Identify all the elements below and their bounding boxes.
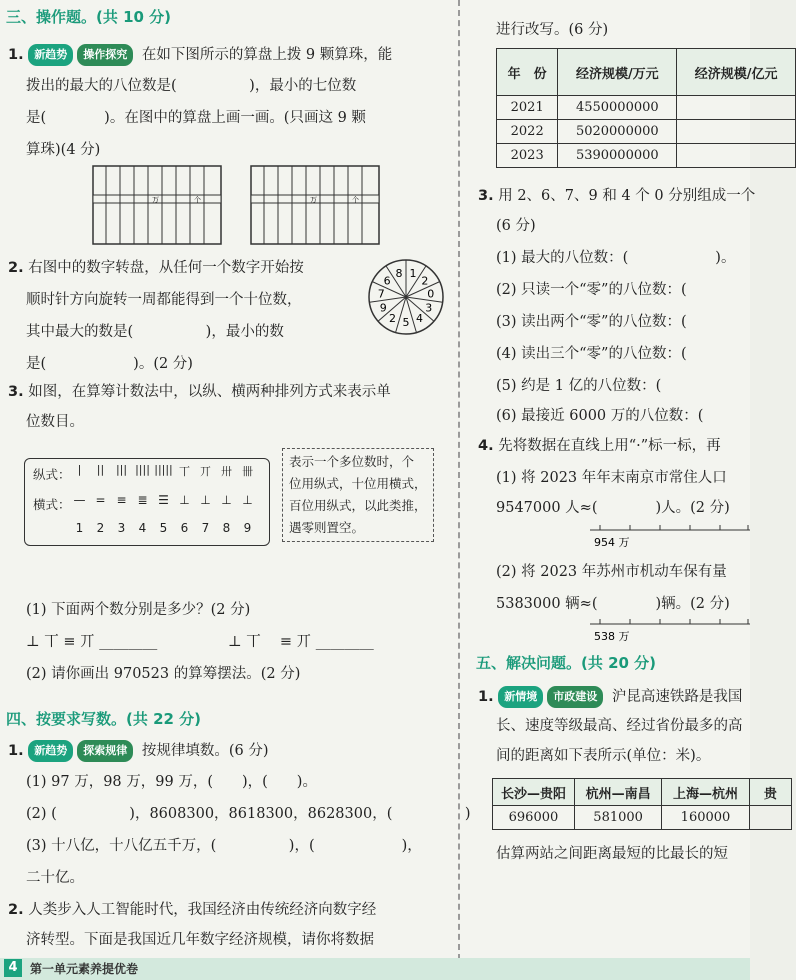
horizontal-rod: ⊥ xyxy=(221,493,232,507)
table2-header: 上海—杭州 xyxy=(662,779,749,806)
table1-answer-cell[interactable] xyxy=(677,144,796,168)
axis1-label: 954 万 xyxy=(594,536,630,549)
counting-rods-box xyxy=(24,458,270,546)
number-dial xyxy=(367,258,445,336)
vertical-rod: 卌 xyxy=(242,465,253,478)
rod-digit: 1 xyxy=(75,521,84,535)
vertical-rod: |||| xyxy=(135,463,150,476)
q1-line1 xyxy=(8,44,392,66)
rod-digit: 7 xyxy=(201,521,210,535)
q2-line4: 是( )。(2 分) xyxy=(26,356,193,372)
r-q4-sub1b[interactable]: 9547000 人≈( )人。(2 分) xyxy=(496,500,730,516)
dial-digit: 0 xyxy=(427,287,435,301)
q3-sub1-number-b[interactable]: ⊥ 丅 ≡ 丌 ________ xyxy=(228,634,374,650)
r-q5-line2: 长、速度等级最高、经过省份最多的高 xyxy=(496,718,743,734)
note-line: 表示一个多位数时，个 xyxy=(289,454,415,469)
r-q4-number: 4. xyxy=(478,438,494,454)
axis2-label: 538 万 xyxy=(594,630,630,643)
dial-digit: 2 xyxy=(421,274,429,288)
distance-table xyxy=(492,778,792,830)
tag-operation: 操作探究 xyxy=(77,44,133,66)
note-line: 位用纵式，十位用横式， xyxy=(289,476,427,491)
horizontal-label: 横式： xyxy=(33,497,71,512)
horizontal-rod: ⊥ xyxy=(179,493,190,507)
q3-line1 xyxy=(8,382,391,402)
r-q4-sub2: (2) 将 2023 年苏州市机动车保有量 xyxy=(496,564,727,580)
r-q3-item[interactable]: (2) 只读一个“零”的八位数：( xyxy=(496,282,687,298)
tag-new-trend: 新趋势 xyxy=(28,44,73,66)
r-q3-line1 xyxy=(478,186,755,206)
dial-digit: 2 xyxy=(388,312,396,326)
vertical-rod: 卅 xyxy=(221,465,232,478)
q3-sub1: (1) 下面两个数分别是多少？(2 分) xyxy=(26,602,251,618)
r-q5-text1: 沪昆高速铁路是我国 xyxy=(611,689,743,705)
r-q5-number: 1. xyxy=(478,689,494,705)
tag-municipal: 市政建设 xyxy=(547,686,603,708)
table1-cell: 2022 xyxy=(497,120,558,144)
abacus2-label-ge: 个 xyxy=(352,196,359,204)
r-q4-text1: 先将数据在直线上用“·”标一标，再 xyxy=(498,438,721,454)
number-line-2[interactable] xyxy=(590,614,750,644)
vertical-rod: || xyxy=(96,463,105,476)
table2-cell: 581000 xyxy=(574,806,661,830)
table2-cell: 696000 xyxy=(493,806,575,830)
horizontal-rod: ☰ xyxy=(158,493,169,507)
dial-digit: 4 xyxy=(416,312,424,326)
q3-number: 3. xyxy=(8,384,24,400)
table1-header: 经济规模/万元 xyxy=(558,49,677,96)
q1-line3: 是( )。在图中的算盘上画一画。(只画这 9 颗 xyxy=(26,110,366,126)
section-3-title: 三、操作题。(共 10 分) xyxy=(6,8,172,26)
table1-header: 年 份 xyxy=(497,49,558,96)
tag-new-context: 新情境 xyxy=(498,686,543,708)
r-q3-item[interactable]: (6) 最接近 6000 万的八位数：( xyxy=(496,408,704,424)
r-q5-line1 xyxy=(478,686,742,708)
section-5-title: 五、解决问题。(共 20 分) xyxy=(476,654,657,672)
dial-digit: 1 xyxy=(409,267,417,281)
section-4-title: 四、按要求写数。(共 22 分) xyxy=(6,710,202,728)
horizontal-rod: ≣ xyxy=(137,493,148,507)
q4-1-sub3[interactable]: (3) 十八亿，十八亿五千万，( )，( )， xyxy=(26,838,422,854)
q2-text1: 右图中的数字转盘，从任何一个数字开始按 xyxy=(28,260,304,276)
q4-2-line1 xyxy=(8,900,376,920)
q4-1-sub2[interactable]: (2) ( )，8608300，8618300，8628300，( ) xyxy=(26,806,471,822)
q2-number: 2. xyxy=(8,260,24,276)
q4-2-number: 2. xyxy=(8,902,24,918)
dial-digit: 5 xyxy=(402,316,410,329)
q4-1-number: 1. xyxy=(8,743,24,759)
r-q4-sub1: (1) 将 2023 年年末南京市常住人口 xyxy=(496,470,727,486)
horizontal-rod: ⊥ xyxy=(200,493,211,507)
dial-digit: 9 xyxy=(379,301,387,315)
r-q5-line3: 间的距离如下表所示(单位：米)。 xyxy=(496,748,711,764)
q4-1-line1 xyxy=(8,740,268,762)
table1-header: 经济规模/亿元 xyxy=(677,49,796,96)
table1-cell: 2021 xyxy=(497,96,558,120)
vertical-rod: | xyxy=(77,463,82,476)
abacus2-label-wan: 万 xyxy=(310,196,317,204)
r-q3-text1: 用 2、6、7、9 和 4 个 0 分别组成一个 xyxy=(498,188,756,204)
abacus1-label-ge: 个 xyxy=(194,196,201,204)
q1-line4: 算珠)(4 分) xyxy=(26,142,101,158)
q4-2-line2: 济转型。下面是我国近几年数字经济规模，请你将数据 xyxy=(26,932,374,948)
horizontal-rod: ⊥ xyxy=(242,493,253,507)
q4-1-text: 按规律填数。(6 分) xyxy=(141,743,269,759)
q4-1-sub1[interactable]: (1) 97 万，98 万，99 万，( )，( )。 xyxy=(26,774,317,790)
r-q3-number: 3. xyxy=(478,188,494,204)
footer-title: 第一单元素养提优卷 xyxy=(30,962,139,976)
number-line-1[interactable] xyxy=(590,520,750,550)
rod-digit: 4 xyxy=(138,521,147,535)
r-q3-item[interactable]: (4) 读出三个“零”的八位数：( xyxy=(496,346,687,362)
r-q4-line1 xyxy=(478,436,721,456)
tag-explore: 探索规律 xyxy=(77,740,133,762)
rod-digit: 3 xyxy=(117,521,126,535)
rods-note xyxy=(282,448,434,542)
rod-digit: 8 xyxy=(222,521,231,535)
dial-digit: 6 xyxy=(383,274,391,288)
dial-digit: 7 xyxy=(377,287,385,301)
table1-answer-cell[interactable] xyxy=(677,96,796,120)
q3-sub1-number-a[interactable]: ⊥ 丅 ≡ 丌 ________ xyxy=(26,634,158,650)
vertical-rod: ||||| xyxy=(154,463,173,476)
table2-header: 长沙—贵阳 xyxy=(493,779,575,806)
q3-text1: 如图，在算筹计数法中，以纵、横两种排列方式来表示单 xyxy=(28,384,391,400)
abacus1-label-wan: 万 xyxy=(152,196,159,204)
rod-digit: 5 xyxy=(159,521,168,535)
horizontal-rod: — xyxy=(73,493,86,507)
r-q3-line2: (6 分) xyxy=(496,218,536,234)
table1-cell: 4550000000 xyxy=(558,96,677,120)
rod-digit: 2 xyxy=(96,521,105,535)
vertical-rod: 丅 xyxy=(179,465,190,478)
table2-header: 杭州—南昌 xyxy=(574,779,661,806)
horizontal-rod: ≡ xyxy=(116,493,127,507)
horizontal-rod: = xyxy=(95,493,106,507)
tag-new-trend-2: 新趋势 xyxy=(28,740,73,762)
q1-text1: 在如下图所示的算盘上拨 9 颗算珠，能 xyxy=(141,47,393,63)
q3-sub2: (2) 请你画出 970523 的算筹摆法。(2 分) xyxy=(26,666,301,682)
table1-cell: 2023 xyxy=(497,144,558,168)
right-top-text: 进行改写。(6 分) xyxy=(496,22,609,38)
table1-cell: 5390000000 xyxy=(558,144,677,168)
q4-2-text1: 人类步入人工智能时代，我国经济由传统经济向数字经 xyxy=(28,902,377,918)
r-q4-sub2b[interactable]: 5383000 辆≈( )辆。(2 分) xyxy=(496,596,730,612)
economy-table xyxy=(496,48,796,168)
r-q3-item[interactable]: (1) 最大的八位数：( )。 xyxy=(496,250,736,266)
r-q3-item[interactable]: (5) 约是 1 亿的八位数：( xyxy=(496,378,662,394)
q3-line2: 位数目。 xyxy=(26,414,84,430)
q2-line3: 其中最大的数是( )，最小的数 xyxy=(26,324,284,340)
r-q3-item[interactable]: (3) 读出两个“零”的八位数：( xyxy=(496,314,687,330)
q4-1-sub3b: 二十亿。 xyxy=(26,870,84,886)
vertical-rod: ||| xyxy=(115,463,128,476)
abacus-2[interactable] xyxy=(250,165,380,245)
page-number: 4 xyxy=(4,959,22,977)
rod-digit: 6 xyxy=(180,521,189,535)
q1-line2: 拨出的最大的八位数是( )，最小的七位数 xyxy=(26,78,357,94)
q1-number: 1. xyxy=(8,47,24,63)
footer xyxy=(0,958,750,980)
dial-digit: 8 xyxy=(395,267,403,281)
right-column xyxy=(470,0,778,958)
vertical-rod: 丌 xyxy=(200,465,211,478)
dial-digit: 3 xyxy=(425,301,433,315)
note-line: 遇零则置空。 xyxy=(289,520,365,535)
table2-header: 贵 xyxy=(749,779,791,806)
table1-answer-cell[interactable] xyxy=(677,120,796,144)
note-line: 百位用纵式，以此类推， xyxy=(289,498,427,513)
rod-digit: 9 xyxy=(243,521,252,535)
table1-cell: 5020000000 xyxy=(558,120,677,144)
q2-line2: 顺时针方向旋转一周都能得到一个十位数， xyxy=(26,292,302,308)
r-q5-line4: 估算两站之间距离最短的比最长的短 xyxy=(496,846,728,862)
abacus-1[interactable] xyxy=(92,165,222,245)
q2-line1 xyxy=(8,258,304,278)
vertical-label: 纵式： xyxy=(33,467,71,482)
table2-cell xyxy=(749,806,791,830)
table2-cell: 160000 xyxy=(662,806,749,830)
